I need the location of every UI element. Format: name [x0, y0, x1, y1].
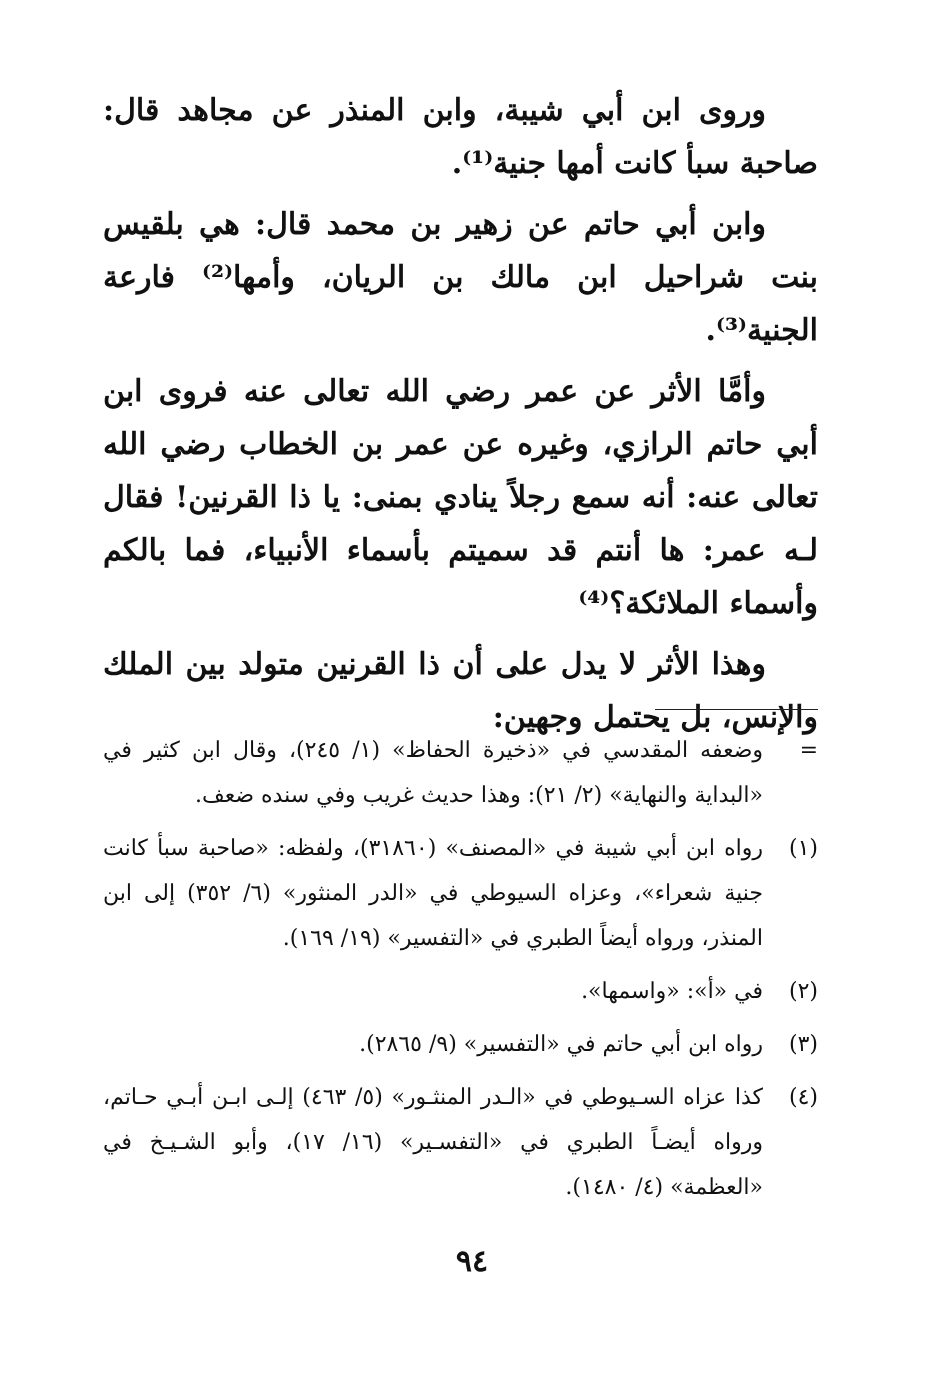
footnote-1 [103, 826, 818, 961]
footnote-3 [103, 1022, 818, 1067]
footnote-text: وضعفه المقدسي في «ذخيرة الحفاظ» (١/ ٢٤٥)، وقال ابن كثير في «البداية والنهاية» (٢/ ٢١): وهذا حديث غريب وفي سنده ضعف. [103, 738, 764, 808]
footnote-text: رواه ابن أبي حاتم في «التفسير» (٩/ ٢٨٦٥). [359, 1032, 763, 1057]
paragraph-4: وهذا الأثر لا يدل على أن ذا القرنين متولد بين الملك والإنس، بل يحتمل وجهين: [103, 647, 818, 735]
paragraph-1: وروى ابن أبي شيبة، وابن المنذر عن مجاهد قال: صاحبة سبأ كانت أمها جنية⁽¹⁾. [103, 93, 818, 181]
paragraph-3: وأمَّا الأثر عن عمر رضي الله تعالى عنه فروى ابن أبي حاتم الرازي، وغيره عن عمر بن الخطاب رضي الله تعالى عنه: أنه سمع رجلاً ينادي بمنى: يا ذا القرنين! فقال لـه عمر: ها أنتم قد سميتم بأسماء الأنبياء، فما بالكم وأسماء الملائكة؟⁽⁴⁾ [103, 374, 818, 621]
page-number: ٩٤ [455, 1244, 489, 1279]
footnote-continued [103, 728, 818, 818]
footnote-marker: (٤) [788, 1085, 818, 1110]
paragraph-2: وابن أبي حاتم عن زهير بن محمد قال: هي بلقيس بنت شراحيل ابن مالك بن الريان، وأمها⁽²⁾ فارعة الجنية⁽³⁾. [103, 207, 818, 348]
footnote-2 [103, 969, 818, 1014]
footnote-marker: (٢) [788, 979, 818, 1004]
footnote-text: رواه ابن أبي شيبة في «المصنف» (٣١٨٦٠)، ولفظه: «صاحبة سبأ كانت جنية شعراء»، وعزاه السيوطي في «الدر المنثور» (٦/ ٣٥٢) إلى ابن المنذر، ورواه أيضاً الطبري في «التفسير» (١٩/ ١٦٩). [103, 836, 764, 951]
footnote-marker: (١) [788, 836, 818, 861]
footnote-marker: = [799, 738, 818, 763]
footnote-separator [655, 709, 818, 710]
footnote-4 [103, 1075, 818, 1210]
footnotes [103, 728, 818, 1218]
footnote-marker: (٣) [788, 1032, 818, 1057]
main-text [103, 84, 818, 752]
footnote-text: كذا عزاه السـيوطي في «الـدر المنثـور» (٥/ ٤٦٣) إلـى ابـن أبـي حـاتم، ورواه أيضـاً الطبري في «التفسـير» (١٦/ ١٧)، وأبو الشـيـخ في «العظمة» (٤/ ١٤٨٠). [103, 1085, 764, 1200]
footnote-text: في «أ»: «واسمها». [581, 979, 763, 1004]
